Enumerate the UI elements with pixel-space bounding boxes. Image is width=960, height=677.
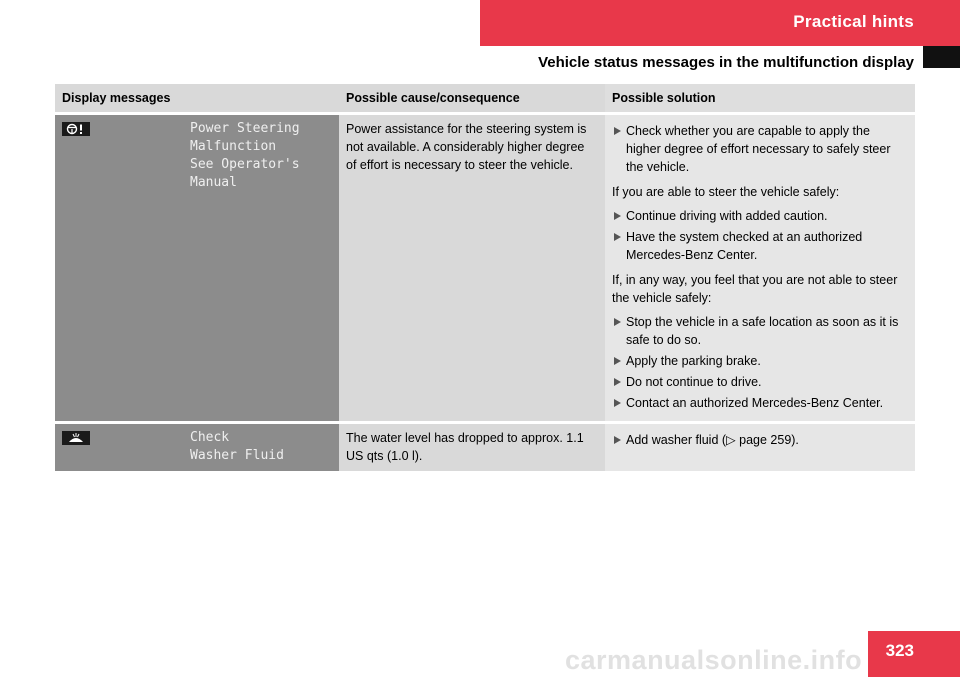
solution-paragraph: If, in any way, you feel that you are not able to steer the vehicle safely:	[612, 273, 898, 305]
display-line: Power Steering	[190, 121, 300, 136]
column-header-solution: Possible solution	[605, 84, 915, 114]
solution-step: Have the system checked at an authorized Mercedes-Benz Center.	[612, 228, 908, 264]
header-bar	[480, 0, 960, 46]
display-text	[190, 429, 332, 465]
table-row	[55, 423, 915, 472]
display-message-cell	[55, 423, 339, 472]
corner-marker	[923, 46, 960, 68]
column-header-cause: Possible cause/consequence	[339, 84, 605, 114]
solution-cell	[605, 114, 915, 423]
solution-step: Apply the parking brake.	[612, 352, 908, 370]
page-subtitle: Vehicle status messages in the multifunction display	[538, 54, 914, 71]
status-messages-table	[55, 84, 915, 471]
solution-paragraph: If you are able to steer the vehicle safely:	[612, 185, 840, 199]
display-line: Washer Fluid	[190, 448, 284, 463]
display-line: Malfunction	[190, 139, 277, 154]
solution-step: Continue driving with added caution.	[612, 207, 908, 225]
cause-cell: The water level has dropped to approx. 1.1 US qts (1.0 l).	[339, 423, 605, 472]
solution-step: Contact an authorized Mercedes-Benz Center.	[612, 394, 908, 412]
table-header-row	[55, 84, 915, 114]
steering-malfunction-icon	[62, 122, 90, 136]
display-message-cell	[55, 114, 339, 423]
solution-cell	[605, 423, 915, 472]
section-title: Practical hints	[793, 12, 914, 31]
solution-step: Check whether you are capable to apply the higher degree of effort necessary to safely steer the vehicle.	[612, 122, 908, 176]
solution-step: Stop the vehicle in a safe location as soon as it is safe to do so.	[612, 313, 908, 349]
display-text	[190, 120, 332, 192]
table-row	[55, 114, 915, 423]
cause-cell: Power assistance for the steering system is not available. A considerably higher degree of effort is necessary to steer the vehicle.	[339, 114, 605, 423]
display-line: See Operator's	[190, 157, 300, 172]
column-header-display: Display messages	[55, 84, 339, 114]
page-number: 323	[868, 631, 960, 677]
solution-step: Add washer fluid (▷ page 259).	[612, 431, 908, 449]
solution-step: Do not continue to drive.	[612, 373, 908, 391]
washer-fluid-icon	[62, 431, 90, 445]
display-line: Manual	[190, 175, 237, 190]
watermark: carmanualsonline.info	[565, 645, 863, 675]
display-line: Check	[190, 430, 230, 445]
